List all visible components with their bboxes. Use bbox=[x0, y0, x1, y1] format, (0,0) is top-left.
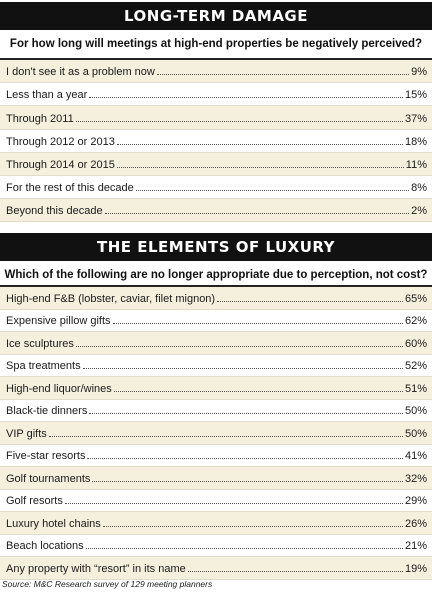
item-label: Through 2014 or 2015 bbox=[6, 158, 115, 171]
list-item bbox=[0, 153, 432, 176]
item-label: Ice sculptures bbox=[6, 337, 74, 350]
list-item bbox=[0, 490, 432, 513]
dot-leader bbox=[76, 121, 403, 122]
section2-rows bbox=[0, 287, 432, 580]
item-label: Golf resorts bbox=[6, 495, 63, 507]
item-label: Spa treatments bbox=[6, 360, 81, 372]
dot-leader bbox=[113, 323, 403, 324]
source-note: Source: M&C Research survey of 129 meeting planners bbox=[2, 579, 213, 589]
item-label: Any property with “resort” in its name bbox=[6, 562, 186, 575]
item-label: Less than a year bbox=[6, 89, 88, 102]
section1-question: For how long will meetings at high-end properties be negatively perceived? bbox=[9, 38, 423, 50]
item-value: 41% bbox=[404, 450, 427, 462]
list-item bbox=[0, 60, 432, 83]
list-item bbox=[0, 332, 432, 355]
item-label: High-end F&B (lobster, caviar, filet mignon) bbox=[6, 292, 216, 305]
item-label: Black-tie dinners bbox=[6, 405, 88, 417]
list-item bbox=[0, 310, 432, 333]
dot-leader bbox=[65, 503, 403, 504]
dot-leader bbox=[105, 213, 409, 214]
item-value: 37% bbox=[404, 112, 427, 125]
list-item bbox=[0, 445, 432, 468]
item-value: 65% bbox=[404, 292, 427, 305]
item-label: Five-star resorts bbox=[6, 450, 86, 462]
list-item bbox=[0, 400, 432, 423]
list-item bbox=[0, 130, 432, 153]
item-label: Through 2012 or 2013 bbox=[6, 135, 115, 148]
section1-title: LONG-TERM DAMAGE bbox=[0, 2, 432, 30]
item-value: 18% bbox=[404, 135, 427, 148]
dot-leader bbox=[117, 167, 404, 168]
list-item bbox=[0, 199, 432, 222]
item-value: 2% bbox=[411, 205, 427, 218]
item-value: 11% bbox=[405, 158, 427, 171]
item-label: VIP gifts bbox=[6, 427, 47, 440]
item-value: 19% bbox=[404, 562, 427, 575]
item-label: High-end liquor/wines bbox=[6, 382, 112, 395]
item-value: 60% bbox=[404, 337, 427, 350]
list-item bbox=[0, 467, 432, 490]
item-value: 50% bbox=[404, 427, 427, 440]
item-value: 62% bbox=[404, 315, 427, 327]
list-item bbox=[0, 287, 432, 310]
dot-leader bbox=[217, 301, 403, 302]
item-label: For the rest of this decade bbox=[6, 182, 134, 195]
item-value: 29% bbox=[404, 495, 427, 507]
item-value: 32% bbox=[404, 472, 427, 485]
dot-leader bbox=[89, 413, 403, 414]
list-item bbox=[0, 557, 432, 580]
item-label: Golf tournaments bbox=[6, 472, 91, 485]
dot-leader bbox=[49, 436, 403, 437]
dot-leader bbox=[114, 391, 403, 392]
section2-title: THE ELEMENTS OF LUXURY bbox=[0, 233, 432, 261]
section2-question: Which of the following are no longer appropriate due to perception, not cost? bbox=[4, 269, 428, 281]
list-item bbox=[0, 512, 432, 535]
item-label: Beyond this decade bbox=[6, 205, 103, 218]
list-item bbox=[0, 377, 432, 400]
list-item bbox=[0, 355, 432, 378]
dot-leader bbox=[92, 481, 403, 482]
list-item bbox=[0, 176, 432, 199]
dot-leader bbox=[157, 74, 409, 75]
list-item bbox=[0, 83, 432, 106]
dot-leader bbox=[89, 97, 403, 98]
list-item bbox=[0, 535, 432, 558]
dot-leader bbox=[86, 548, 403, 549]
dot-leader bbox=[103, 526, 403, 527]
item-value: 15% bbox=[404, 89, 427, 102]
item-label: I don't see it as a problem now bbox=[6, 66, 155, 79]
list-item bbox=[0, 422, 432, 445]
dot-leader bbox=[136, 190, 409, 191]
dot-leader bbox=[83, 368, 403, 369]
dot-leader bbox=[188, 571, 403, 572]
item-label: Luxury hotel chains bbox=[6, 517, 101, 530]
item-value: 50% bbox=[404, 405, 427, 417]
item-value: 52% bbox=[404, 360, 427, 372]
dot-leader bbox=[76, 346, 403, 347]
item-label: Through 2011 bbox=[6, 112, 74, 125]
item-value: 51% bbox=[404, 382, 427, 395]
item-value: 9% bbox=[411, 66, 427, 79]
item-label: Expensive pillow gifts bbox=[6, 315, 111, 327]
item-label: Beach locations bbox=[6, 540, 84, 552]
item-value: 21% bbox=[404, 540, 427, 552]
dot-leader bbox=[87, 458, 403, 459]
item-value: 26% bbox=[404, 517, 427, 530]
item-value: 8% bbox=[411, 182, 427, 195]
section1-rows bbox=[0, 60, 432, 222]
dot-leader bbox=[117, 144, 403, 145]
list-item bbox=[0, 106, 432, 129]
